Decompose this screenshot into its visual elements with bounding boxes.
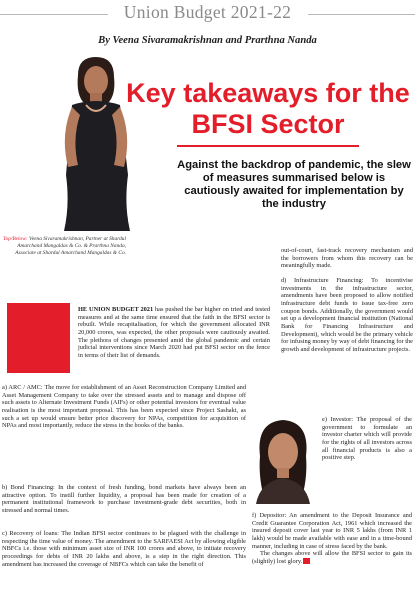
para-investor: e) Investor: The proposal of the government to formulate an investor charter which will provide for the rights of all investors across all financial products is also a positive step.	[322, 416, 412, 462]
closing-para	[252, 550, 412, 565]
para-bond-financing: b) Bond Financing: In the context of fresh funding, bond markets have always been an attractive option. To instill further liquidity, a proposal has been made for creation of a permanent institutional framework to purchase investment-grade debt securities, both in stressed and normal times.	[2, 484, 246, 514]
lead-caps: HE UNION BUDGET 2021	[78, 306, 154, 313]
photo-caption	[2, 236, 126, 257]
author-photo-prarthna-figure	[248, 416, 318, 504]
closing-text: The changes above will allow the BFSI sector to gain its (slightly) lost glory.	[252, 550, 412, 565]
lead-text: has pushed the bar higher on tried and tested measures and at the same time ensured that the faith in the BFSI sector is rebuilt. While recapitalisation, for which the government allocated INR 20,000 crores, was expected, the other proposals were cautiously awaited. The plethora of changes presented amid the global pandemic and certain judicial interventions since March 2020 had put BFSI sector on the fence in terms of their list of demands.	[78, 306, 270, 359]
continued-text: out-of-court, fast-track recovery mechanism and the borrowers from whom this recovery can be meaningfully made.	[281, 247, 413, 270]
caption-text: Veena Sivaramakrishnan, Partner at Shardul Amarchand Mangaldas & Co. & Prarthna Nanda, Associate at Shardul Amarchand Mangaldas & Co.	[15, 236, 126, 256]
lead-paragraph	[78, 306, 270, 360]
right-column-bottom	[252, 512, 412, 566]
byline: By Veena Sivaramakrishnan and Prarthna Nanda	[98, 35, 317, 46]
dropcap-letter	[7, 303, 70, 373]
standfirst: Against the backdrop of pandemic, the slew of measures summarised below is cautiously awaited for implementation by the industry	[177, 159, 411, 210]
para-infrastructure: d) Infrastructure Financing: To incentivise investments in the infrastructure sector, amendments have been proposed to allow notified infrastructure debt funds to issue tax-free zero coupon bonds. Additionally, the government would set up a development financial institution (National Bank for Financing Infrastructure and Development), which would be the primary vehicle for infusing money by way of debt financing for the growth and development of infrastructure projects.	[281, 276, 413, 353]
para-depositor: f) Depositor: An amendment to the Deposit Insurance and Credit Guarantee Corporation Act, 1961 which increased the insured deposit cover last year to INR 5 lakhs (from INR 1 lakh) would be made available with ease and in a time-bound manner, including in case of stress faced by the bank.	[252, 512, 412, 550]
para-recovery-of-loans: c) Recovery of loans: The Indian BFSI sector continues to be plagued with the challenge in respecting the time value of money. The amendment to the SARFAESI Act by allowing eligible NBFCs i.e. those with minimum asset size of INR 100 crores and above, to initiate recovery proceedings for debts of INR 20 lakhs and above, is a step in the right direction. This amendment has increased the coverage of NBFCs which can take the benefit of	[2, 530, 246, 568]
author-photo-prarthna	[248, 416, 318, 504]
section-title: Union Budget 2021-22	[123, 2, 292, 22]
dropcap-block	[7, 303, 70, 373]
headline-rule	[177, 145, 359, 147]
para-arc-amc: a) ARC / AMC: The move for establishment of an Asset Reconstruction Company Limited and Asset Management Company to take over the stressed assets and to manage and dispose off such assets to Alternate Investment Funds (AIFs) or other potential investors for eventual value realisation is the most important proposal. This has been expected since Project Sashakt, as such a set up would ensure better price discovery for NPAs, competition for acquisition of NPAs and most importantly, reduce the stress in the books of the banks.	[2, 384, 246, 430]
caption-label: Top/Below:	[2, 236, 28, 242]
right-column-top	[281, 247, 413, 354]
headline: Key takeaways for the BFSI Sector	[126, 78, 410, 139]
end-mark-icon	[303, 558, 310, 564]
